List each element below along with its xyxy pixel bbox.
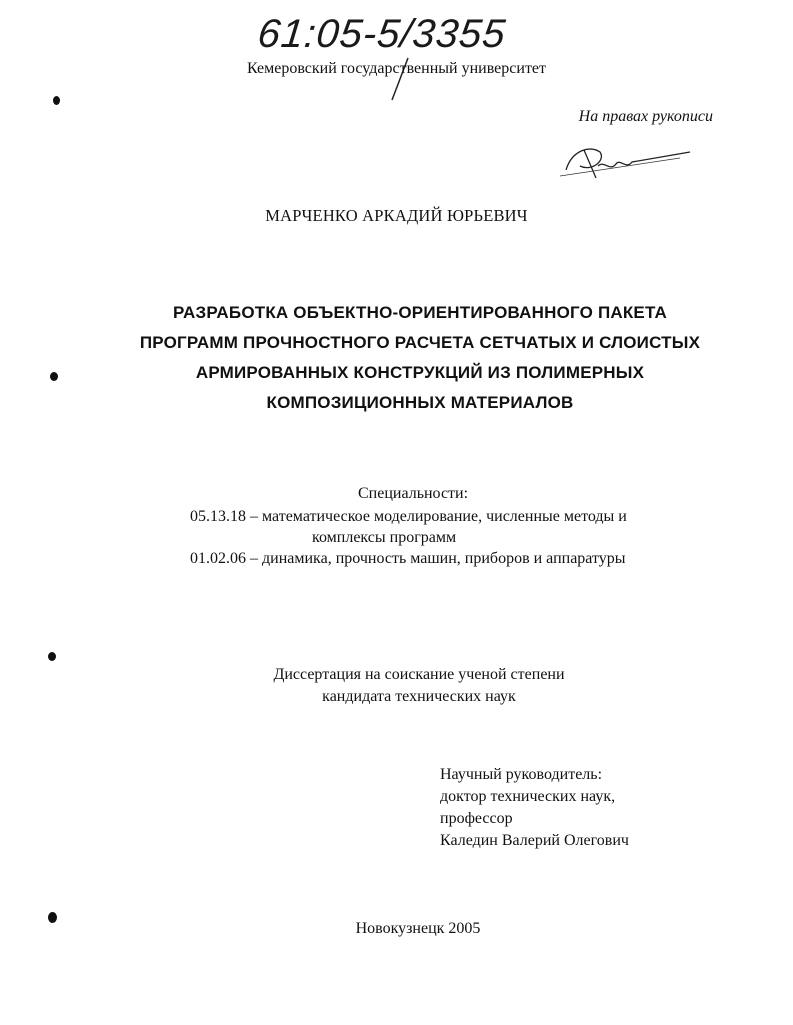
signature-underline — [560, 158, 680, 176]
scientific-advisor — [440, 764, 629, 852]
degree-line: Диссертация на соискание ученой степени — [273, 666, 565, 683]
specialty-line: 01.02.06 – динамика, прочность машин, приборов и аппаратуры — [190, 550, 626, 567]
advisor-line: доктор технических наук, — [440, 788, 616, 805]
signature-mark — [566, 149, 690, 178]
binding-hole-mark — [48, 652, 56, 661]
advisor-line: Научный руководитель: — [440, 766, 603, 783]
advisor-line: профессор — [440, 810, 513, 827]
dissertation-title — [110, 298, 730, 418]
degree-line: кандидата технических наук — [322, 688, 516, 705]
title-line: ПРОГРАММ ПРОЧНОСТНОГО РАСЧЕТА СЕТЧАТЫХ И СЛОИСТЫХ — [139, 333, 701, 352]
binding-hole-mark — [48, 912, 57, 923]
title-line: АРМИРОВАННЫХ КОНСТРУКЦИЙ ИЗ ПОЛИМЕРНЫХ — [195, 363, 645, 382]
specialties-label: Специальности: — [358, 485, 469, 502]
specialties-list — [190, 506, 627, 569]
binding-hole-mark — [50, 372, 58, 381]
dissertation-degree — [0, 664, 793, 708]
specialty-line: 05.13.18 – математическое моделирование, численные методы и — [190, 508, 627, 525]
specialty-line: комплексы программ — [312, 529, 457, 546]
title-line: КОМПОЗИЦИОННЫХ МАТЕРИАЛОВ — [266, 393, 574, 412]
university-name: Кемеровский государственный университет — [246, 60, 547, 77]
binding-hole-mark — [53, 96, 60, 105]
author-name: МАРЧЕНКО АРКАДИЙ ЮРЬЕВИЧ — [265, 206, 528, 225]
manuscript-rights: На правах рукописи — [578, 108, 713, 125]
archive-stamp: 61:05-5/3355 — [255, 12, 509, 56]
city-year: Новокузнецк 2005 — [355, 920, 481, 937]
advisor-line: Каледин Валерий Олегович — [440, 832, 629, 849]
title-line: РАЗРАБОТКА ОБЪЕКТНО-ОРИЕНТИРОВАННОГО ПАКЕТА — [173, 303, 667, 322]
